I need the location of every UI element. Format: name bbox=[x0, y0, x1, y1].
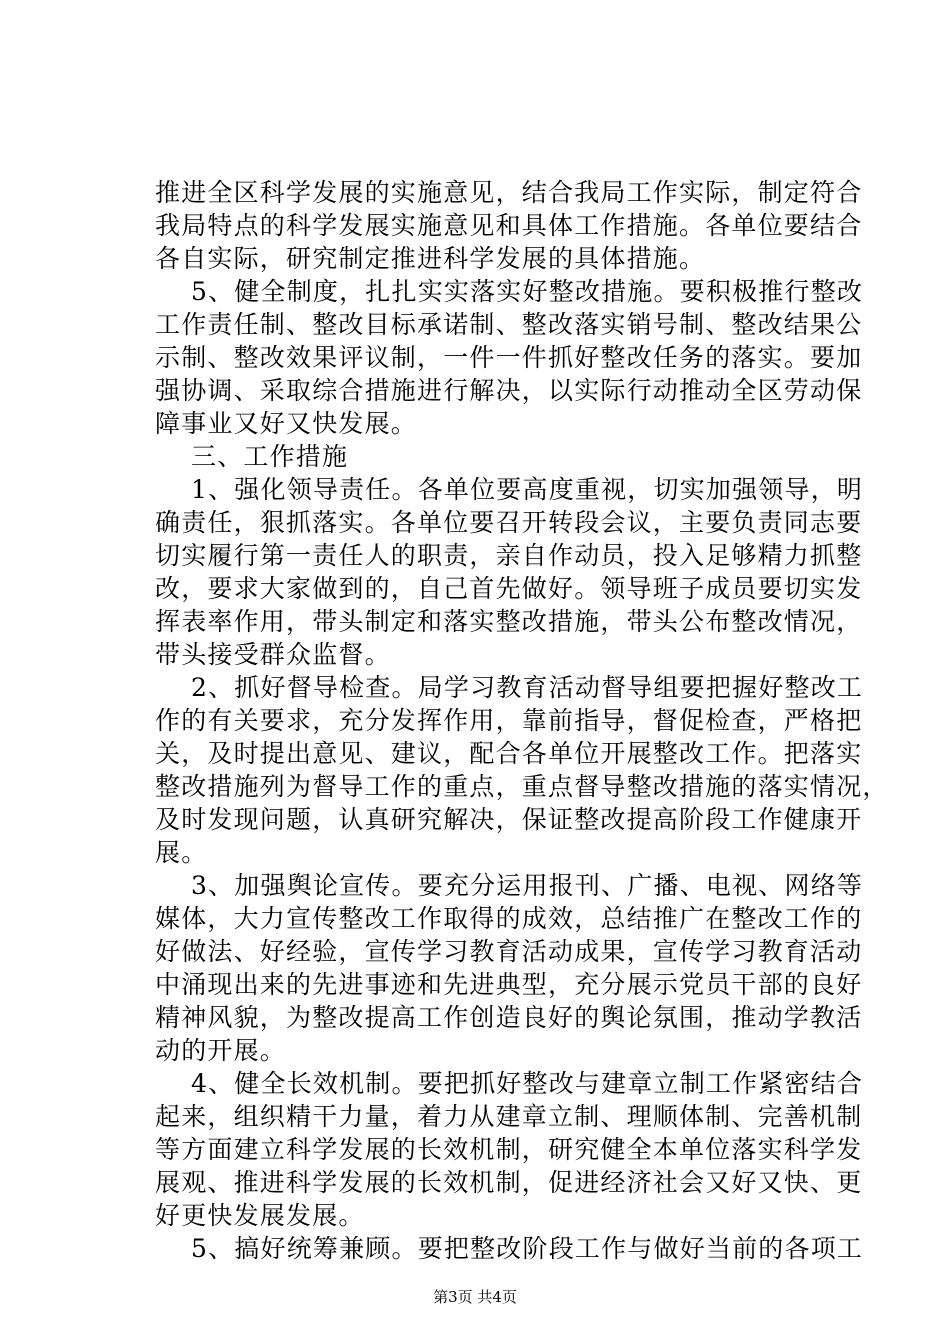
text-line: 媒体，大力宣传整改工作取得的成效，总结推广在整改工作的 bbox=[155, 904, 863, 933]
text-line: 精神风貌，为整改提高工作创造良好的舆论氛围，推动学教活 bbox=[155, 1003, 863, 1032]
text-line: 起来，组织精干力量，着力从建章立制、理顺体制、完善机制 bbox=[155, 1102, 863, 1131]
text-line: 3、加强舆论宣传。要充分运用报刊、广播、电视、网络等 bbox=[191, 871, 864, 900]
text-line: 整改措施列为督导工作的重点，重点督导整改措施的落实情况， bbox=[155, 772, 889, 801]
text-line: 我局特点的科学发展实施意见和具体工作措施。各单位要结合 bbox=[155, 211, 863, 240]
document-body bbox=[155, 176, 889, 1265]
text-line: 障事业又好又快发展。 bbox=[155, 409, 418, 438]
text-line: 动的开展。 bbox=[155, 1036, 287, 1065]
text-line: 等方面建立科学发展的长效机制，研究健全本单位落实科学发 bbox=[155, 1135, 863, 1164]
text-line: 展。 bbox=[155, 838, 208, 867]
text-line: 关，及时提出意见、建议，配合各单位开展整改工作。把落实 bbox=[155, 739, 863, 768]
page-number-footer: 第3页 共4页 bbox=[433, 1288, 517, 1306]
text-line: 各自实际，研究制定推进科学发展的具体措施。 bbox=[155, 244, 706, 273]
text-line: 5、搞好统筹兼顾。要把整改阶段工作与做好当前的各项工 bbox=[191, 1234, 864, 1263]
text-line: 确责任，狠抓落实。各单位要召开转段会议，主要负责同志要 bbox=[155, 508, 863, 537]
text-line: 4、健全长效机制。要把抓好整改与建章立制工作紧密结合 bbox=[191, 1069, 864, 1098]
text-line: 好做法、好经验，宣传学习教育活动成果，宣传学习教育活动 bbox=[155, 937, 863, 966]
text-line: 强协调、采取综合措施进行解决，以实际行动推动全区劳动保 bbox=[155, 376, 863, 405]
text-line: 1、强化领导责任。各单位要高度重视，切实加强领导，明 bbox=[191, 475, 864, 504]
text-line: 工作责任制、整改目标承诺制、整改落实销号制、整改结果公 bbox=[155, 310, 863, 339]
text-line: 带头接受群众监督。 bbox=[155, 640, 391, 669]
text-line: 切实履行第一责任人的职责，亲自作动员，投入足够精力抓整 bbox=[155, 541, 863, 570]
text-line: 2、抓好督导检查。局学习教育活动督导组要把握好整改工 bbox=[191, 673, 864, 702]
text-line: 改，要求大家做到的，自己首先做好。领导班子成员要切实发 bbox=[155, 574, 863, 603]
text-line: 中涌现出来的先进事迹和先进典型，充分展示党员干部的良好 bbox=[155, 970, 863, 999]
text-line: 挥表率作用，带头制定和落实整改措施，带头公布整改情况， bbox=[155, 607, 863, 636]
text-line: 展观、推进科学发展的长效机制，促进经济社会又好又快、更 bbox=[155, 1168, 863, 1197]
text-line: 5、健全制度，扎扎实实落实好整改措施。要积极推行整改 bbox=[191, 277, 864, 306]
text-line: 推进全区科学发展的实施意见，结合我局工作实际，制定符合 bbox=[155, 178, 863, 207]
text-line: 及时发现问题，认真研究解决，保证整改提高阶段工作健康开 bbox=[155, 805, 863, 834]
text-line: 三、工作措施 bbox=[191, 442, 349, 471]
text-line: 作的有关要求，充分发挥作用，靠前指导，督促检查，严格把 bbox=[155, 706, 863, 735]
text-line: 示制、整改效果评议制，一件一件抓好整改任务的落实。要加 bbox=[155, 343, 863, 372]
text-line: 好更快发展发展。 bbox=[155, 1201, 365, 1230]
